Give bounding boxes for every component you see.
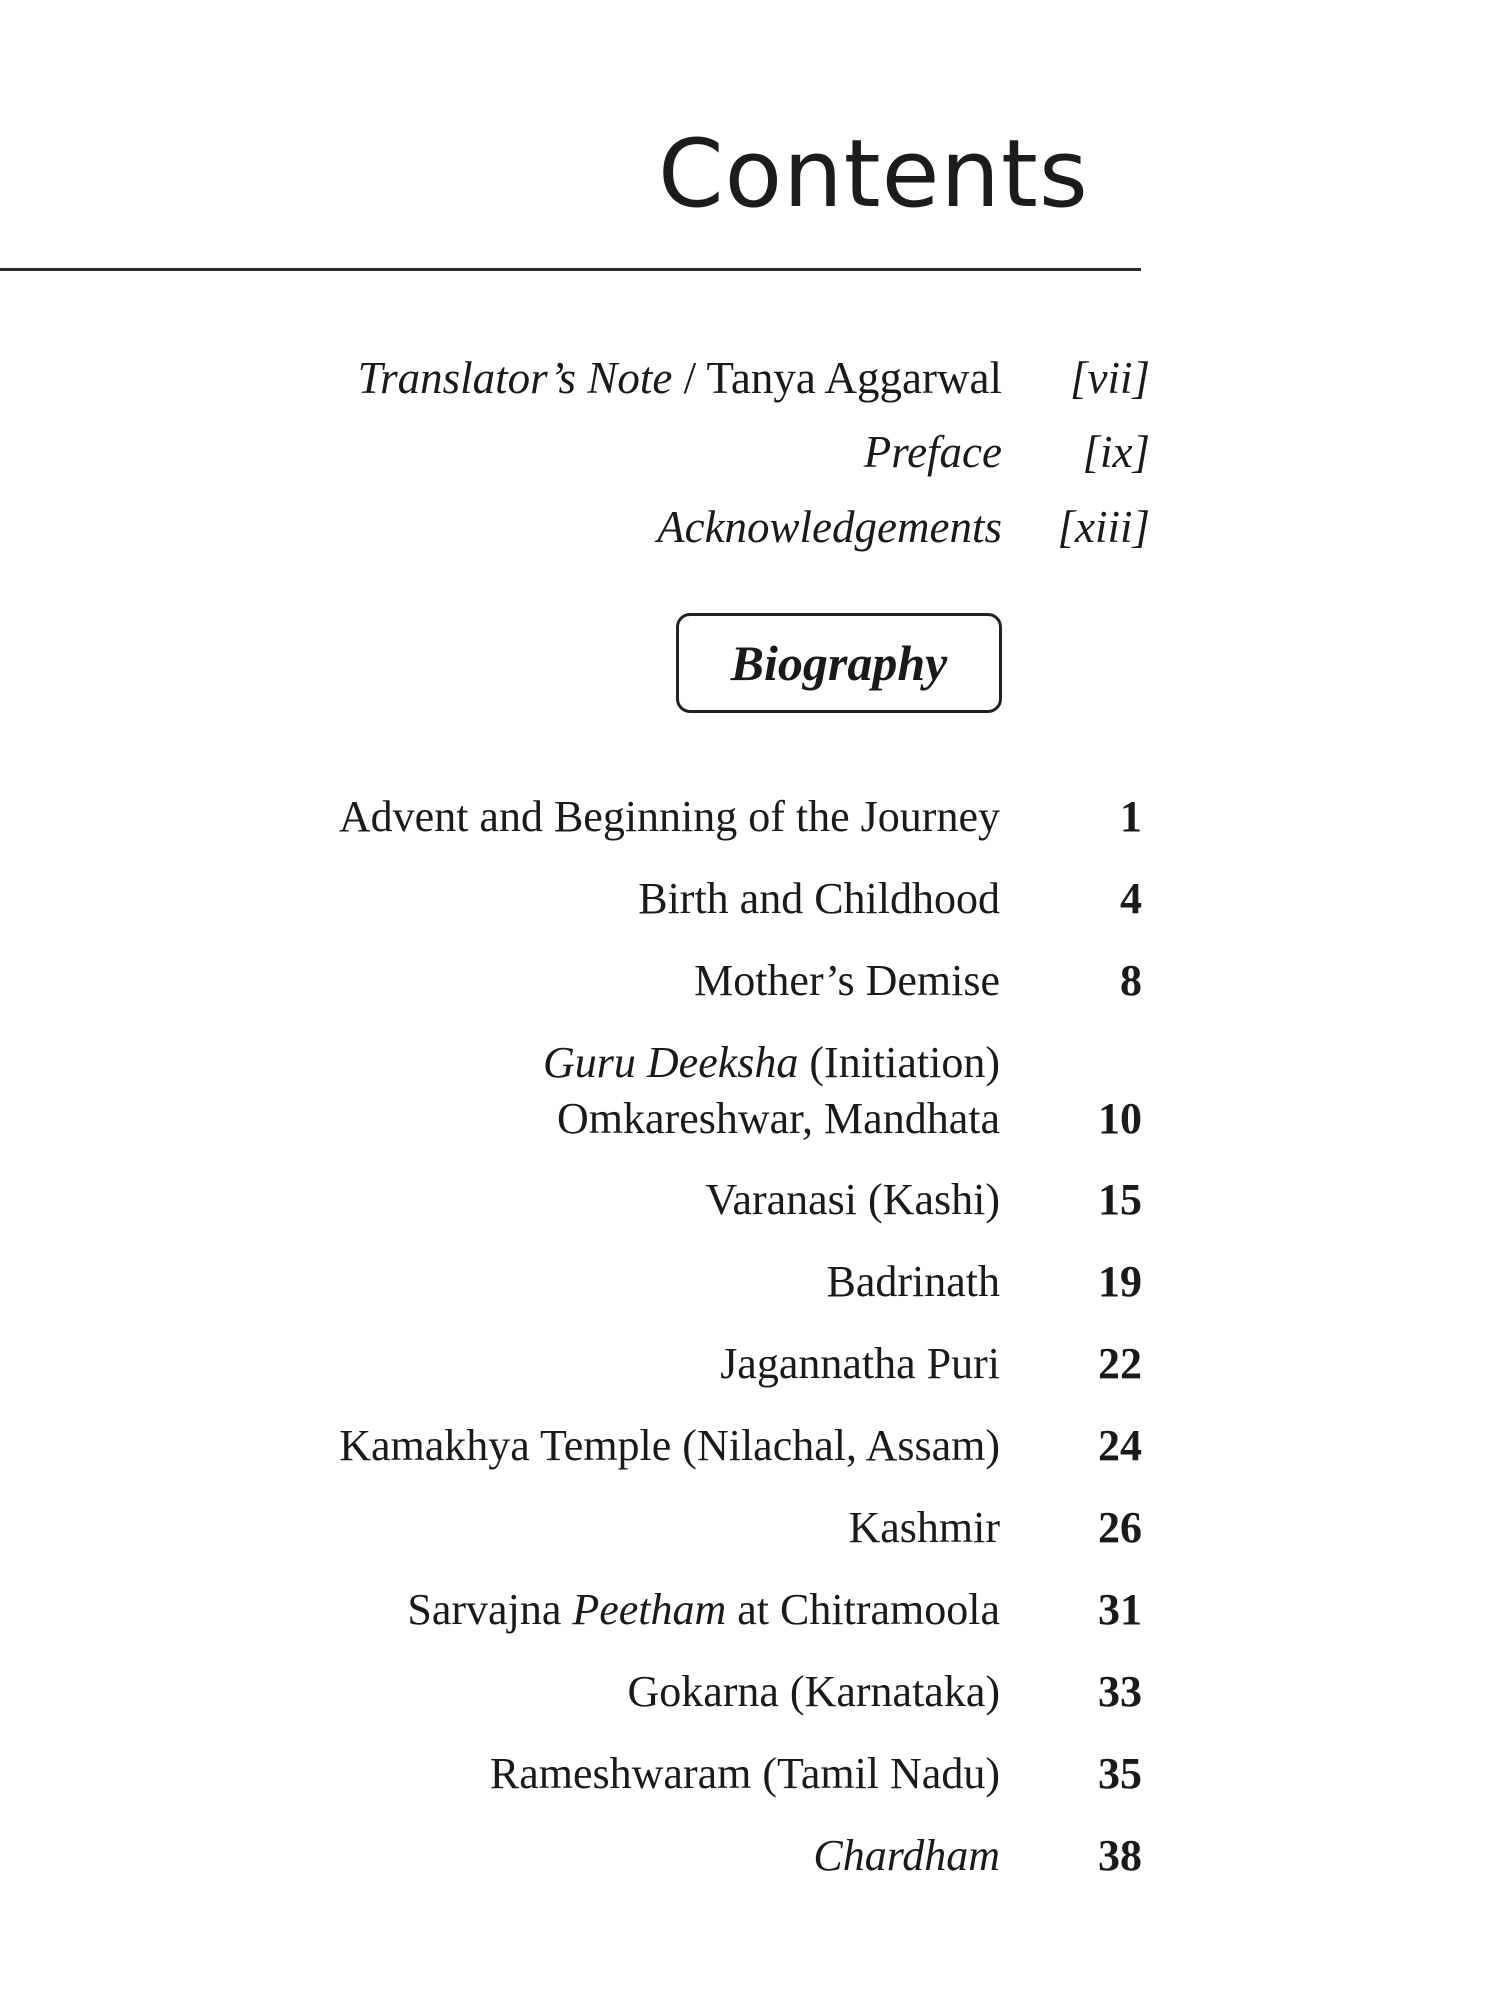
- page-title: Contents: [658, 120, 1089, 229]
- toc-entry-page: 22: [1098, 1339, 1142, 1388]
- toc-entry-title-text: Rameshwaram (Tamil Nadu): [489, 1749, 1000, 1798]
- front-matter-title-rest: / Tanya Aggarwal: [672, 353, 1002, 403]
- toc-entry-title-text: Gokarna (Karnataka): [627, 1667, 1000, 1716]
- toc-entry-title-pre: Sarvajna: [407, 1585, 573, 1634]
- toc-entry-page: 31: [1098, 1585, 1142, 1634]
- toc-entry-title-text: Advent and Beginning of the Journey: [338, 792, 1000, 841]
- toc-entry-title: [407, 1582, 1000, 1638]
- front-matter-page: [vii]: [1069, 353, 1150, 403]
- front-matter-row: [0, 348, 1150, 408]
- front-matter-row: [0, 422, 1150, 482]
- toc-entry-title: [627, 1664, 1000, 1720]
- toc-entry-title: [638, 871, 1000, 927]
- title-divider: [0, 268, 1141, 271]
- toc-entry-page: 1: [1120, 792, 1142, 841]
- toc-entry-title-text: Birth and Childhood: [638, 874, 1000, 923]
- front-matter-title: [358, 348, 1002, 408]
- toc-entry-page: 38: [1098, 1831, 1142, 1880]
- toc-entry-title-post: at Chitramoola: [726, 1585, 1000, 1634]
- section-heading-box: [676, 613, 1002, 713]
- toc-entry-page: 19: [1098, 1257, 1142, 1306]
- toc-entry-title: [543, 1035, 1000, 1147]
- toc-entry-title-italic: Guru Deeksha: [543, 1038, 799, 1087]
- front-matter-title-italic: Translator’s Note: [357, 353, 673, 403]
- toc-entry-title: [339, 789, 1000, 845]
- toc-entry-title-text: Kashmir: [848, 1503, 1000, 1552]
- toc-entry-title: [826, 1254, 1000, 1310]
- toc-entry-title-text: Badrinath: [826, 1257, 1000, 1306]
- front-matter-row: [0, 497, 1150, 557]
- toc-entry-title: [848, 1500, 1000, 1556]
- front-matter-title: [657, 497, 1002, 557]
- toc-entry-title-italic: Chardham: [813, 1831, 1000, 1880]
- toc-entry-title: [339, 1418, 1000, 1474]
- toc-entry-title-line1: [543, 1035, 1000, 1091]
- front-matter-page: [ix]: [1082, 427, 1150, 477]
- toc-entry-page: 24: [1098, 1421, 1142, 1470]
- toc-entry-title: [694, 953, 1000, 1009]
- toc-entry-title-text: Mother’s Demise: [694, 956, 1000, 1005]
- front-matter-page: [xiii]: [1057, 502, 1150, 552]
- toc-entry-title: [813, 1828, 1000, 1884]
- toc-entry-title-italic: Peetham: [572, 1585, 727, 1634]
- section-heading: Biography: [730, 635, 948, 691]
- front-matter-title-italic: Acknowledgements: [657, 502, 1002, 552]
- toc-entry-page: 10: [1098, 1094, 1142, 1143]
- front-matter-title-italic: Preface: [863, 427, 1002, 477]
- toc-entry-title: [490, 1746, 1000, 1802]
- toc-entry-title-line2: Omkareshwar, Mandhata: [557, 1094, 1000, 1143]
- toc-entry-page: 33: [1098, 1667, 1142, 1716]
- toc-entry-page: 26: [1098, 1503, 1142, 1552]
- toc-entry-page: 35: [1098, 1749, 1142, 1798]
- toc-entry-title-text: Varanasi (Kashi): [705, 1175, 1000, 1224]
- toc-entry-title-post: (Initiation): [798, 1038, 1000, 1087]
- toc-entry-title-text: Kamakhya Temple (Nilachal, Assam): [339, 1421, 1000, 1470]
- toc-entry-title: [706, 1172, 1000, 1228]
- toc-entry-page: 15: [1098, 1175, 1142, 1224]
- toc-entry-title-text: Jagannatha Puri: [720, 1339, 1000, 1388]
- toc-entry-title: [720, 1336, 1000, 1392]
- front-matter-title: [864, 422, 1002, 482]
- toc-entry-page: 8: [1120, 956, 1142, 1005]
- toc-entry-page: 4: [1120, 874, 1142, 923]
